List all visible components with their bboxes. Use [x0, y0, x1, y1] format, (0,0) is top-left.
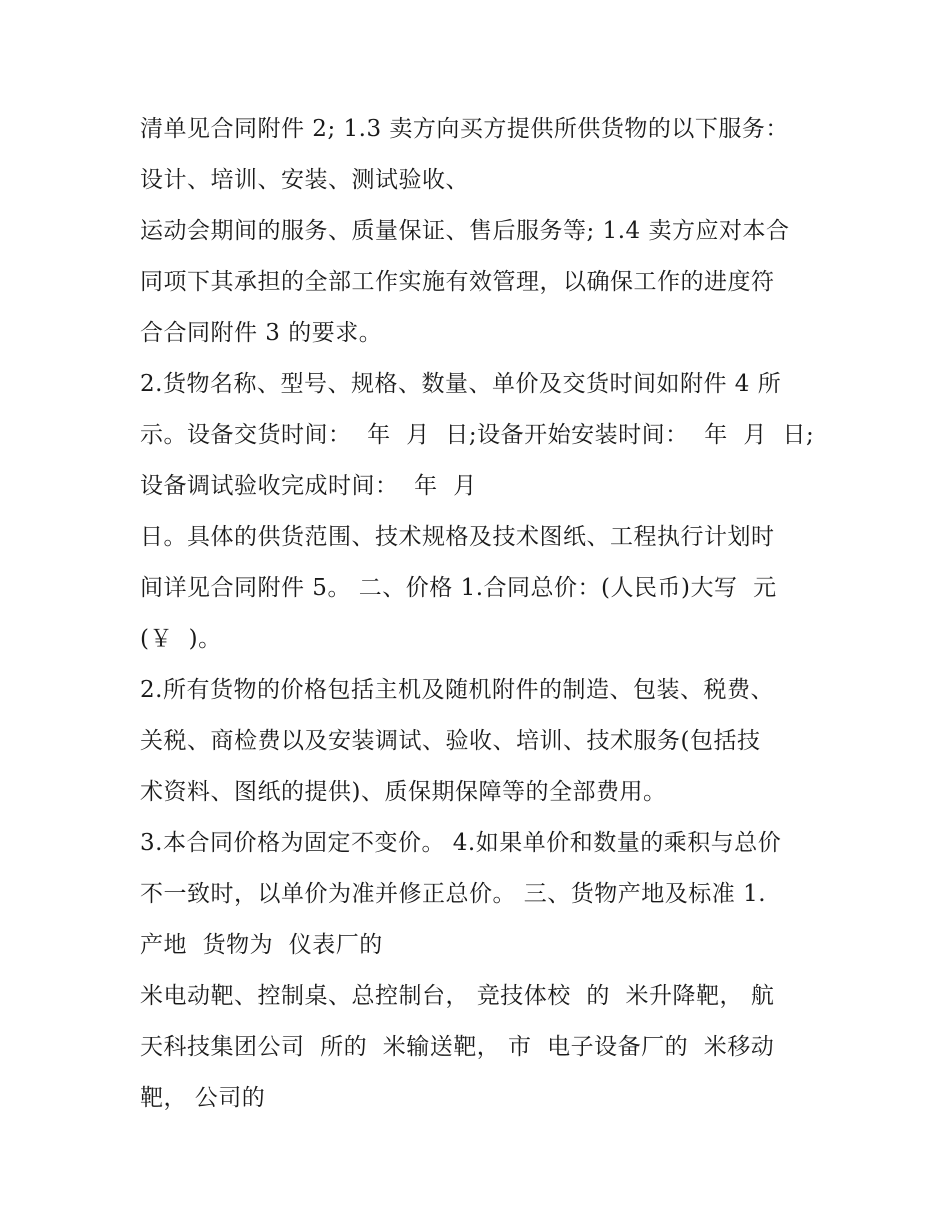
text-line: 不一致时，以单价为准并修正总价。 三、货物产地及标准 1.: [140, 881, 767, 907]
text-line: 3.本合同价格为固定不变价。 4.如果单价和数量的乘积与总价: [140, 830, 782, 856]
text-line: (￥ )。: [140, 626, 222, 652]
text-line: 间详见合同附件 5。 二、价格 1.合同总价：(人民币)大写 元: [140, 575, 777, 601]
text-line: 米电动靶、控制桌、总控制台， 竞技体校 的 米升降靶， 航: [140, 983, 775, 1009]
text-line: 关税、商检费以及安装调试、验收、培训、技术服务(包括技: [140, 728, 761, 754]
text-line: 同项下其承担的全部工作实施有效管理，以确保工作的进度符: [140, 269, 775, 295]
contract-text-body: [140, 104, 830, 1124]
text-line: 2.货物名称、型号、规格、数量、单价及交货时间如附件 4 所: [140, 371, 782, 397]
text-line: 靶， 公司的: [140, 1085, 266, 1111]
text-line: 合合同附件 3 的要求。: [140, 320, 383, 346]
text-line: 日。具体的供货范围、技术规格及技术图纸、工程执行计划时: [140, 524, 775, 550]
text-line: 示。设备交货时间： 年 月 日;设备开始安装时间： 年 月 日;: [140, 422, 815, 448]
text-line: 运动会期间的服务、质量保证、售后服务等; 1.4 卖方应对本合: [140, 218, 790, 244]
text-line: 术资料、图纸的提供)、质保期保障等的全部费用。: [140, 779, 667, 805]
text-line: 天科技集团公司 所的 米输送靶， 市 电子设备厂的 米移动: [140, 1034, 775, 1060]
text-line: 清单见合同附件 2; 1.3 卖方向买方提供所供货物的以下服务：: [140, 116, 789, 142]
text-line: 设计、培训、安装、测试验收、: [140, 167, 469, 193]
text-line: 产地 货物为 仪表厂的: [140, 932, 383, 958]
text-line: 2.所有货物的价格包括主机及随机附件的制造、包装、税费、: [140, 677, 774, 703]
text-line: 设备调试验收完成时间： 年 月: [140, 473, 477, 499]
